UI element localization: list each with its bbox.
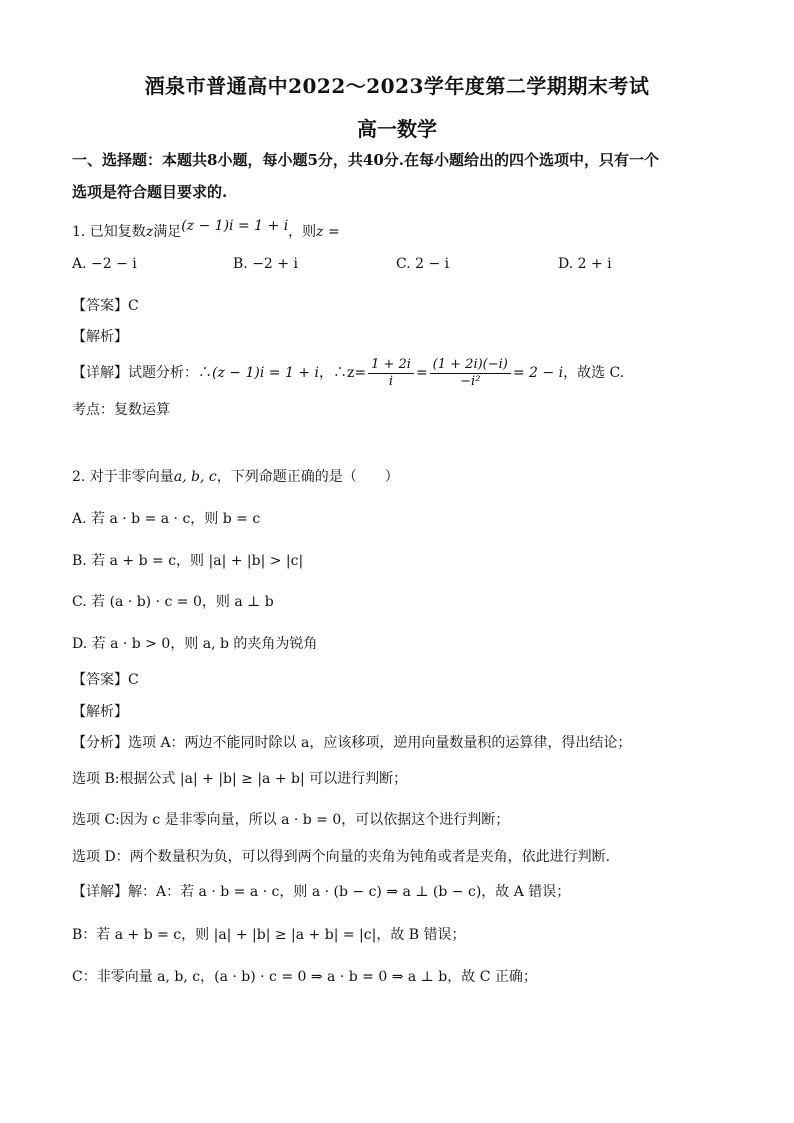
q1-fraction-2-numerator: (1 + 2i)(−i) (430, 357, 511, 374)
q1-kaodian: 考点：复数运算 (72, 402, 170, 418)
q2-stem-prefix: 2. 对于非零向量 (72, 469, 174, 485)
exam-title: 酒泉市普通高中2022～2023学年度第二学期期末考试 (144, 74, 650, 98)
q2-fenxi-a: 【分析】选项 A：两边不能同时除以 a，应该移项，逆用向量数量积的运算律，得出结论； (72, 735, 632, 751)
exam-subtitle: 高一数学 (357, 117, 437, 141)
q2-fenxi-c: 选项 C:因为 c 是非零向量，所以 a · b = 0，可以依据这个进行判断； (72, 812, 510, 828)
section-heading-line2: 选项是符合题目要求的. (72, 183, 228, 201)
q1-stem-equation: (z − 1)i = 1 + i (181, 218, 289, 234)
q1-detail-prefix: 【详解】试题分析：∴ (72, 365, 212, 381)
q1-detail-result: = 2 − i (512, 365, 564, 381)
q1-detail-mid: ，∴z= (318, 365, 367, 381)
q1-answer: 【答案】C (72, 298, 139, 314)
q2-option-b: B. 若 a + b = c，则 |a| + |b| > |c| (72, 553, 304, 569)
q1-fraction-1-numerator: 1 + 2i (368, 357, 414, 374)
q1-stem (72, 218, 340, 242)
q1-detail-suffix: ，故选 C. (563, 365, 625, 381)
section-heading-line1: 一、选择题：本题共8小题，每小题5分，共40分.在每小题给出的四个选项中，只有一个 (72, 151, 659, 169)
q1-stem-end: z = (316, 224, 340, 240)
q2-answer: 【答案】C (72, 672, 139, 688)
q1-fraction-2 (430, 357, 511, 390)
q2-fenxi-b: 选项 B:根据公式 |a| + |b| ≥ |a + b| 可以进行判断； (72, 771, 408, 787)
q2-stem (72, 467, 399, 487)
q2-detail-b: B：若 a + b = c，则 |a| + |b| ≥ |a + b| = |c|，故 B 错误； (72, 927, 466, 943)
q1-fraction-1-denominator: i (388, 373, 394, 389)
q1-option-a: A. −2 − i (72, 256, 137, 272)
q1-detail-equation: (z − 1)i = 1 + i (212, 365, 319, 381)
q1-stem-var: z (145, 224, 154, 240)
q1-stem-prefix: 1. 已知复数 (72, 224, 146, 240)
q1-stem-mid: 满足 (153, 224, 182, 240)
q1-stem-suffix: ，则 (288, 224, 317, 240)
q1-detail: 【详解】试题分析：∴(z − 1)i = 1 + i，∴z= $\frac{1 + 2i}{i}$ = $\frac{(1 + 2i)(-i)}{\text{−i²}}$ = 2 − i，故选 C. (72, 356, 625, 389)
q2-detail-a: 【详解】解：A：若 a · b = a · c，则 a · (b − c) ⇒ a ⊥ (b − c)，故 A 错误； (72, 884, 571, 900)
q2-stem-vectors: a, b, c (173, 469, 217, 485)
q2-detail-c: C：非零向量 a, b, c，(a · b) · c = 0 ⇒ a · b = 0 ⇒ a ⊥ b，故 C 正确； (72, 969, 537, 985)
q1-fraction-1 (368, 357, 414, 390)
q1-option-b: B. −2 + i (233, 256, 298, 272)
q1-option-c: C. 2 − i (396, 256, 450, 272)
q1-fraction-2-denominator: −i² (460, 373, 481, 389)
q2-option-c: C. 若 (a · b) · c = 0，则 a ⊥ b (72, 594, 274, 610)
q1-analysis-label: 【解析】 (72, 329, 128, 345)
q2-analysis-label: 【解析】 (72, 704, 128, 720)
q1-option-d: D. 2 + i (558, 256, 612, 272)
q2-stem-suffix: ，下列命题正确的是（ ） (216, 469, 399, 485)
q2-option-a: A. 若 a · b = a · c，则 b = c (72, 511, 261, 527)
q2-option-d: D. 若 a · b > 0，则 a, b 的夹角为锐角 (72, 636, 318, 652)
q2-fenxi-d: 选项 D：两个数量积为负，可以得到两个向量的夹角为钝角或者是夹角，依此进行判断. (72, 849, 611, 865)
